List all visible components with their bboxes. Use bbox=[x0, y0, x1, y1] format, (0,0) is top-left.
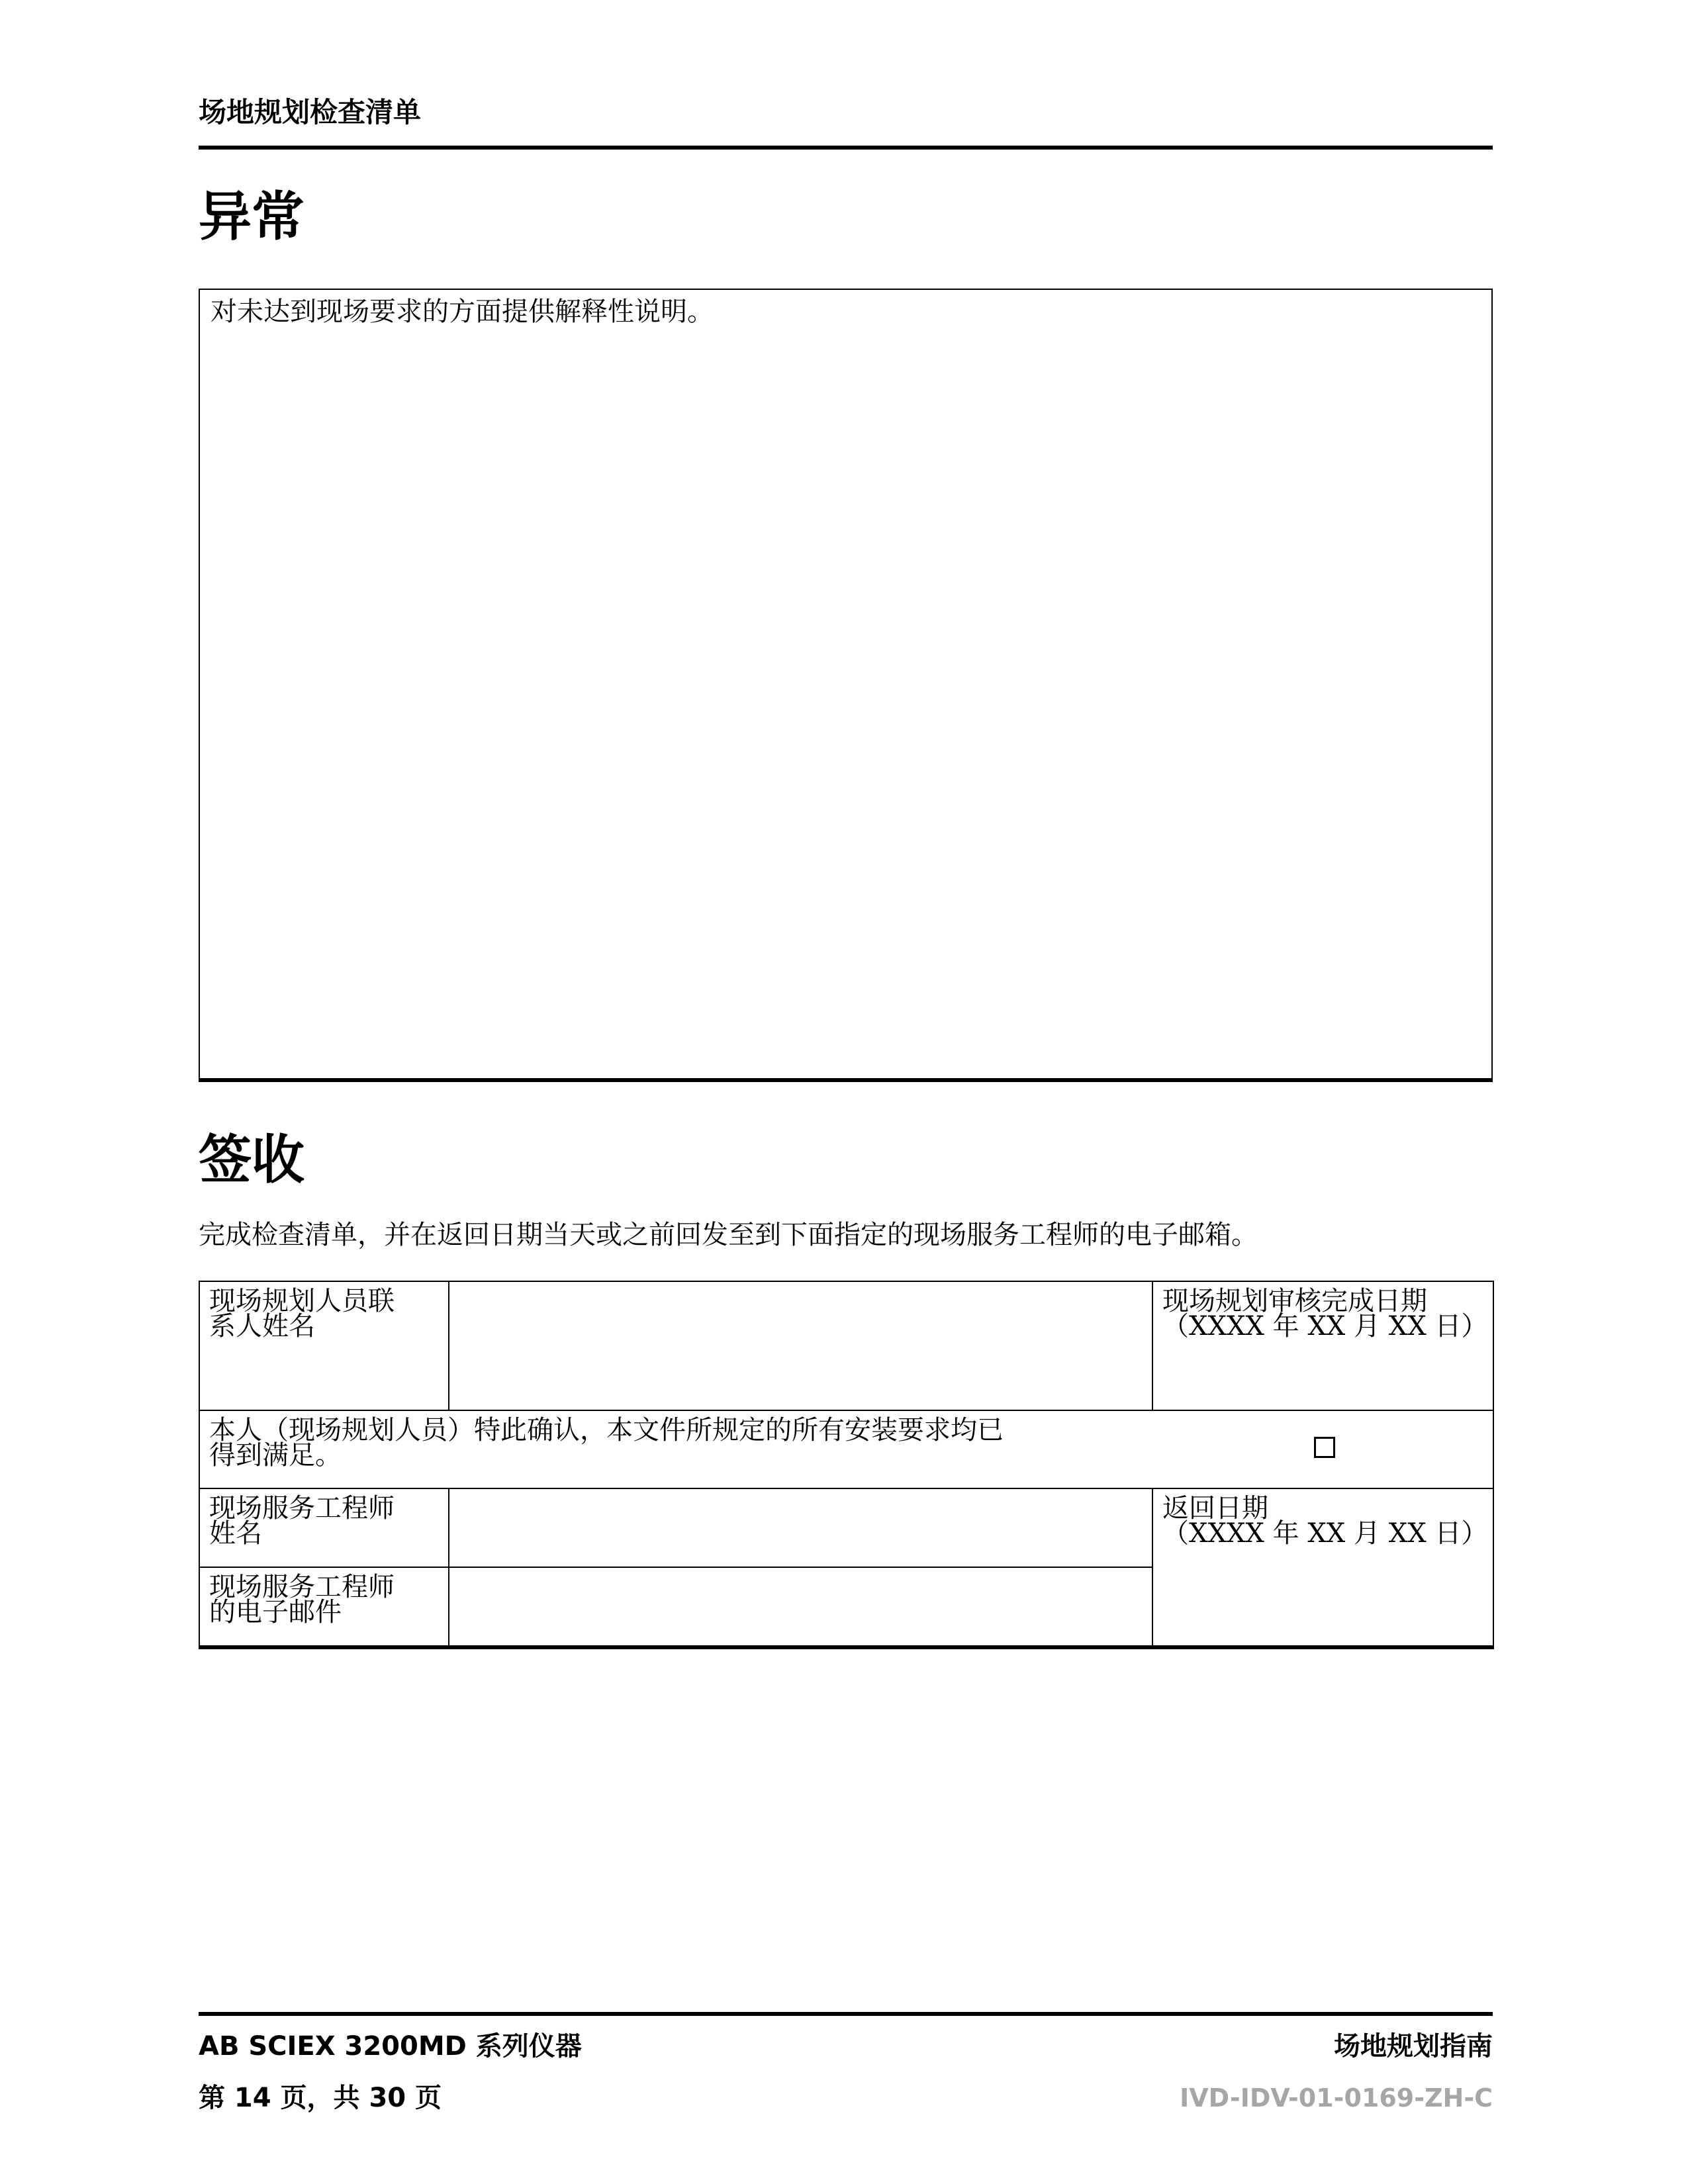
fse-name-label: 现场服务工程师 姓名 bbox=[209, 1493, 395, 1549]
confirmation-checkbox[interactable] bbox=[1314, 1437, 1335, 1458]
review-date-label: 现场规划审核完成日期 （XXXX 年 XX 月 XX 日） bbox=[1162, 1286, 1488, 1342]
header-title: 场地规划检查清单 bbox=[199, 96, 422, 128]
fse-email-label: 现场服务工程师 的电子邮件 bbox=[209, 1572, 395, 1627]
confirmation-statement: 本人（现场规划人员）特此确认，本文件所规定的所有安装要求均已 得到满足。 bbox=[209, 1415, 1004, 1471]
anomaly-notes-box[interactable] bbox=[199, 289, 1493, 1082]
contact-name-label: 现场规划人员联 系人姓名 bbox=[209, 1286, 395, 1342]
anomalies-section-title: 异常 bbox=[199, 186, 305, 248]
fse-name-field[interactable] bbox=[449, 1489, 1152, 1567]
return-date-label: 返回日期 （XXXX 年 XX 月 XX 日） bbox=[1162, 1493, 1488, 1549]
signoff-table bbox=[199, 1281, 1494, 1649]
footer-page-number: 第 14 页，共 30 页 bbox=[199, 2083, 442, 2113]
contact-name-field[interactable] bbox=[449, 1282, 1152, 1410]
fse-email-field[interactable] bbox=[449, 1568, 1152, 1645]
table-border-bottom bbox=[199, 1645, 1494, 1649]
signoff-section-title: 签收 bbox=[199, 1129, 305, 1191]
table-border-right bbox=[1493, 1281, 1494, 1649]
footer-document-id: IVD-IDV-01-0169-ZH-C bbox=[1180, 2083, 1493, 2113]
signoff-instructions: 完成检查清单，并在返回日期当天或之前回发至到下面指定的现场服务工程师的电子邮箱。 bbox=[199, 1220, 1258, 1250]
footer-guide-title: 场地规划指南 bbox=[1334, 2031, 1493, 2062]
footer-product-name: AB SCIEX 3200MD 系列仪器 bbox=[199, 2031, 582, 2062]
footer-divider bbox=[199, 2012, 1493, 2016]
anomaly-prompt: 对未达到现场要求的方面提供解释性说明。 bbox=[211, 296, 714, 327]
header-divider bbox=[199, 146, 1493, 150]
